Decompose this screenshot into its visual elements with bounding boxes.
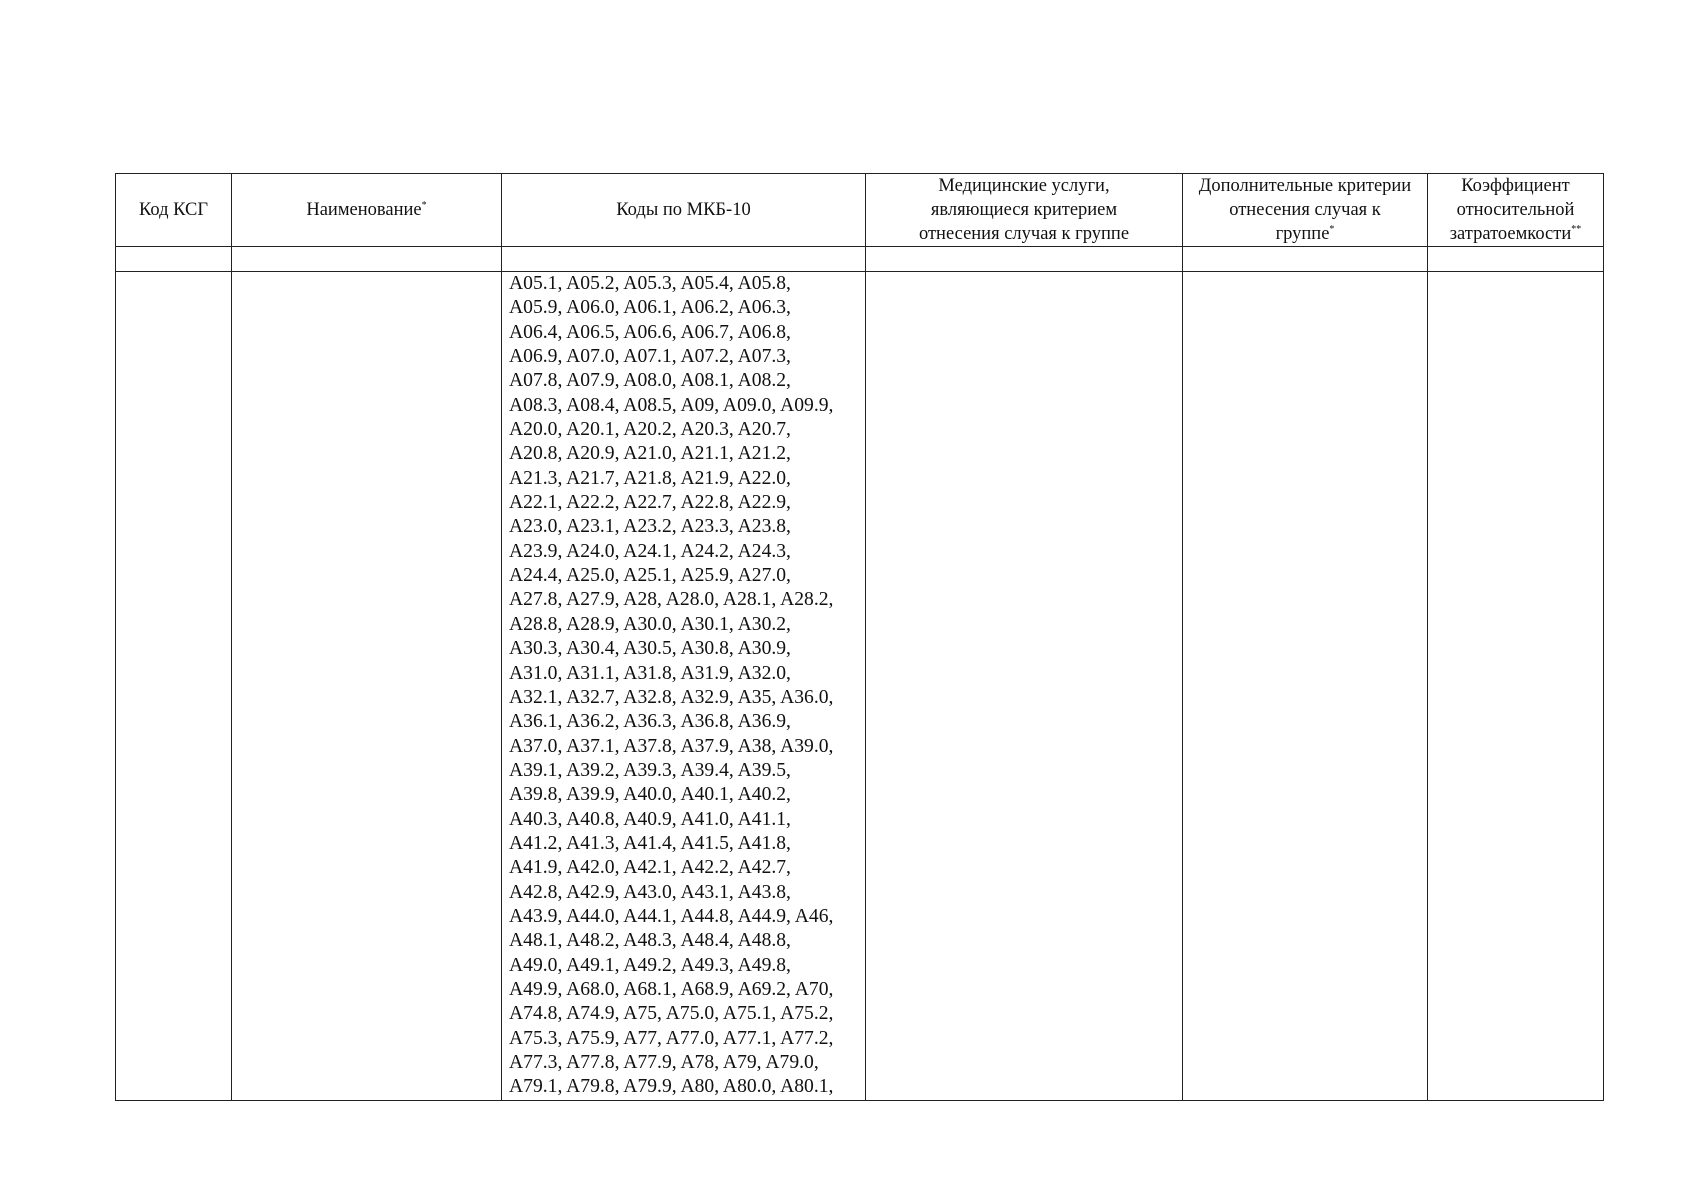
header-med-services-line: отнесения случая к группе bbox=[918, 224, 1130, 244]
mkb-code-line: A39.1, A39.2, A39.3, A39.4, A39.5, bbox=[509, 759, 791, 781]
mkb-code-line: A30.3, A30.4, A30.5, A30.8, A30.9, bbox=[509, 638, 791, 660]
header-extra-criteria-line-last bbox=[1183, 222, 1427, 246]
mkb-code-line: A77.3, A77.8, A77.9, A78, A79, A79.0, bbox=[509, 1052, 819, 1073]
header-extra-criteria-line: отнесения случая к bbox=[1229, 200, 1381, 220]
header-med-services-line: Медицинские услуги, bbox=[938, 176, 1110, 196]
mkb-code-line: A06.4, A06.5, A06.6, A06.7, A06.8, bbox=[509, 321, 791, 343]
table-header-row bbox=[116, 174, 1604, 247]
mkb-code-line: A79.1, A79.8, A79.9, A80, A80.0, A80.1, bbox=[509, 1076, 834, 1098]
header-med-services-line: являющиеся критерием bbox=[930, 200, 1118, 220]
mkb-code-line: A75.3, A75.9, A77, A77.0, A77.1, A77.2, bbox=[509, 1027, 834, 1049]
header-coefficient-line-last bbox=[1428, 222, 1603, 246]
mkb-code-line: A07.8, A07.9, A08.0, A08.1, A08.2, bbox=[509, 370, 791, 392]
mkb-code-line: A49.0, A49.1, A49.2, A49.3, A49.8, bbox=[509, 954, 791, 976]
mkb-code-line: A23.9, A24.0, A24.1, A24.2, A24.3, bbox=[509, 540, 791, 562]
mkb-code-line: A39.8, A39.9, A40.0, A40.1, A40.2, bbox=[509, 784, 791, 806]
header-med-services bbox=[866, 174, 1183, 247]
mkb-code-line: A20.0, A20.1, A20.2, A20.3, A20.7, bbox=[509, 419, 791, 441]
mkb-code-line: A42.8, A42.9, A43.0, A43.1, A43.8, bbox=[509, 881, 791, 903]
mkb-code-line: A40.3, A40.8, A40.9, A41.0, A41.1, bbox=[509, 808, 791, 830]
cell-coefficient bbox=[1428, 272, 1604, 1101]
mkb-code-line: A37.0, A37.1, A37.8, A37.9, A38, A39.0, bbox=[509, 735, 834, 757]
mkb-code-line: A28.8, A28.9, A30.0, A30.1, A30.2, bbox=[509, 613, 791, 635]
header-mkb-codes bbox=[502, 174, 866, 247]
cell-ksg-code bbox=[116, 272, 232, 1101]
header-coefficient-line: относительной bbox=[1456, 200, 1575, 220]
mkb-code-line: A24.4, A25.0, A25.1, A25.9, A27.0, bbox=[509, 565, 791, 587]
cell-med-services bbox=[866, 272, 1183, 1101]
mkb-codes-list bbox=[509, 272, 861, 1100]
mkb-code-line: A48.1, A48.2, A48.3, A48.4, A48.8, bbox=[509, 930, 791, 952]
header-coefficient-footnote-mark: ** bbox=[1571, 224, 1582, 235]
header-coefficient-text: затратоемкости bbox=[1449, 224, 1572, 244]
mkb-code-line: A41.2, A41.3, A41.4, A41.5, A41.8, bbox=[509, 832, 791, 854]
spacer-cell bbox=[232, 247, 502, 272]
mkb-code-line: A43.9, A44.0, A44.1, A44.8, A44.9, A46, bbox=[509, 905, 834, 927]
mkb-code-line: A36.1, A36.2, A36.3, A36.8, A36.9, bbox=[509, 711, 791, 733]
spacer-cell bbox=[502, 247, 866, 272]
mkb-code-line: A20.8, A20.9, A21.0, A21.1, A21.2, bbox=[509, 443, 791, 465]
mkb-code-line: A32.1, A32.7, A32.8, A32.9, A35, A36.0, bbox=[509, 686, 834, 708]
mkb-code-line: A05.9, A06.0, A06.1, A06.2, A06.3, bbox=[509, 297, 791, 319]
header-name-footnote-mark: * bbox=[421, 200, 427, 211]
header-ksg-code-text: Код КСГ bbox=[138, 200, 209, 220]
mkb-code-line: A27.8, A27.9, A28, A28.0, A28.1, A28.2, bbox=[509, 589, 834, 611]
mkb-code-line: A74.8, A74.9, A75, A75.0, A75.1, A75.2, bbox=[509, 1003, 834, 1025]
cell-mkb-codes bbox=[502, 272, 866, 1101]
mkb-code-line: A08.3, A08.4, A08.5, A09, A09.0, A09.9, bbox=[509, 394, 834, 416]
header-coefficient-line: Коэффициент bbox=[1461, 176, 1570, 196]
mkb-code-line: A06.9, A07.0, A07.1, A07.2, A07.3, bbox=[509, 346, 791, 368]
table-spacer-row bbox=[116, 247, 1604, 272]
table-row bbox=[116, 272, 1604, 1101]
header-mkb-codes-text: Коды по МКБ-10 bbox=[616, 200, 751, 220]
header-extra-criteria-line: Дополнительные критерии bbox=[1198, 176, 1412, 196]
mkb-code-line: A22.1, A22.2, A22.7, A22.8, A22.9, bbox=[509, 492, 791, 514]
spacer-cell bbox=[116, 247, 232, 272]
cell-name bbox=[232, 272, 502, 1101]
spacer-cell bbox=[1183, 247, 1428, 272]
ksg-table bbox=[115, 173, 1604, 1101]
header-extra-criteria bbox=[1183, 174, 1428, 247]
header-coefficient bbox=[1428, 174, 1604, 247]
header-ksg-code bbox=[116, 174, 232, 247]
mkb-code-line: A49.9, A68.0, A68.1, A68.9, A69.2, A70, bbox=[509, 978, 834, 1000]
mkb-code-line: A31.0, A31.1, A31.8, A31.9, A32.0, bbox=[509, 662, 791, 684]
header-extra-criteria-text: группе bbox=[1275, 224, 1330, 244]
mkb-code-line: A23.0, A23.1, A23.2, A23.3, A23.8, bbox=[509, 516, 791, 538]
header-name bbox=[232, 174, 502, 247]
mkb-code-line: A05.1, A05.2, A05.3, A05.4, A05.8, bbox=[509, 273, 791, 294]
spacer-cell bbox=[866, 247, 1183, 272]
header-extra-criteria-footnote-mark: * bbox=[1329, 224, 1335, 235]
mkb-code-line: A21.3, A21.7, A21.8, A21.9, A22.0, bbox=[509, 467, 791, 489]
mkb-code-line: A41.9, A42.0, A42.1, A42.2, A42.7, bbox=[509, 857, 791, 879]
spacer-cell bbox=[1428, 247, 1604, 272]
cell-extra-criteria bbox=[1183, 272, 1428, 1101]
header-name-text: Наименование bbox=[306, 200, 422, 220]
